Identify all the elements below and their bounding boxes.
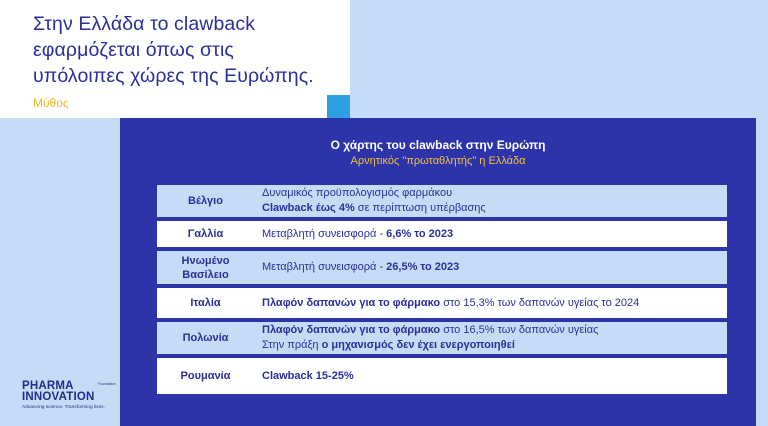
description-cell [246,323,727,353]
description-cell [246,296,727,311]
description-cell [246,260,727,275]
description-line [262,186,727,201]
description-line [262,201,727,216]
table-row [157,251,727,284]
country-cell: Ρουμανία [180,370,231,382]
country-cell: Πολωνία [182,332,229,344]
main-panel [120,118,756,426]
description-text: Μεταβλητή συνεισφορά - [262,227,387,240]
logo-tagline: Advancing science. Transforming lives. [22,405,105,410]
description-emphasis: Clawback έως 4% [262,202,355,214]
description-text: Μεταβλητή συνεισφορά - [262,261,387,273]
logo-wordmark [22,381,95,403]
map-title: Ο χάρτης του clawback στην Ευρώπη [330,138,546,152]
description-line [262,369,727,384]
table-row [157,185,727,217]
description-emphasis: 26,5% το 2023 [386,261,460,273]
clawback-table [157,183,727,399]
logo-foundation: Foundation [98,382,116,386]
table-row [157,221,727,247]
slide-title-line-1: Στην Ελλάδα το clawback [33,13,256,35]
description-emphasis: Πλαφόν δαπανών για το φάρμακο [262,296,441,309]
description-emphasis: ο μηχανισμός δεν έχει ενεργοποιηθεί [321,339,515,351]
description-text: στο 16,5% των δαπανών υγείας [440,324,599,336]
description-line [262,227,727,242]
description-line [262,260,727,275]
country-cell: Γαλλία [187,228,224,240]
country-cell: Ιταλία [190,297,221,309]
description-line [262,296,727,311]
description-line [262,323,727,338]
table-row [157,322,727,354]
accent-square [327,95,350,118]
map-subtitle: Αρνητικός "πρωταθλητής" η Ελλάδα [350,155,526,167]
description-emphasis: Clawback 15-25% [262,369,354,382]
myth-label: Μύθος [33,96,69,110]
country-cell: Βέλγιο [188,195,223,207]
slide-title [33,11,333,89]
description-cell [246,186,727,216]
description-emphasis: 6,6% το 2023 [386,227,454,240]
pharma-innovation-logo [22,381,132,415]
right-background-strip [756,0,768,426]
slide-title-line-3: υπόλοιπες χώρες της Ευρώπης. [33,65,314,87]
table-row [157,288,727,318]
description-emphasis: Πλαφόν δαπανών για το φάρμακο [262,324,441,336]
description-line [262,338,727,353]
description-text: στο 15,3% των δαπανών υγείας το 2024 [440,296,640,309]
logo-line-2: INNOVATION [22,391,95,403]
description-cell [246,369,727,384]
slide-title-line-2: εφαρμόζεται όπως στις [33,39,234,61]
description-text: Δυναμικός προϋπολογισμός φαρμάκου [262,187,453,199]
top-background-band [350,0,756,118]
description-text: σε περίπτωση υπέρβασης [354,202,486,214]
table-row [157,358,727,394]
header-card [0,0,350,118]
description-cell [246,227,727,242]
description-text: Στην πράξη [262,339,322,351]
logo-line-1: PHARMA [22,380,74,392]
country-cell: Ηνωμένο Βασίλειο [181,254,230,281]
